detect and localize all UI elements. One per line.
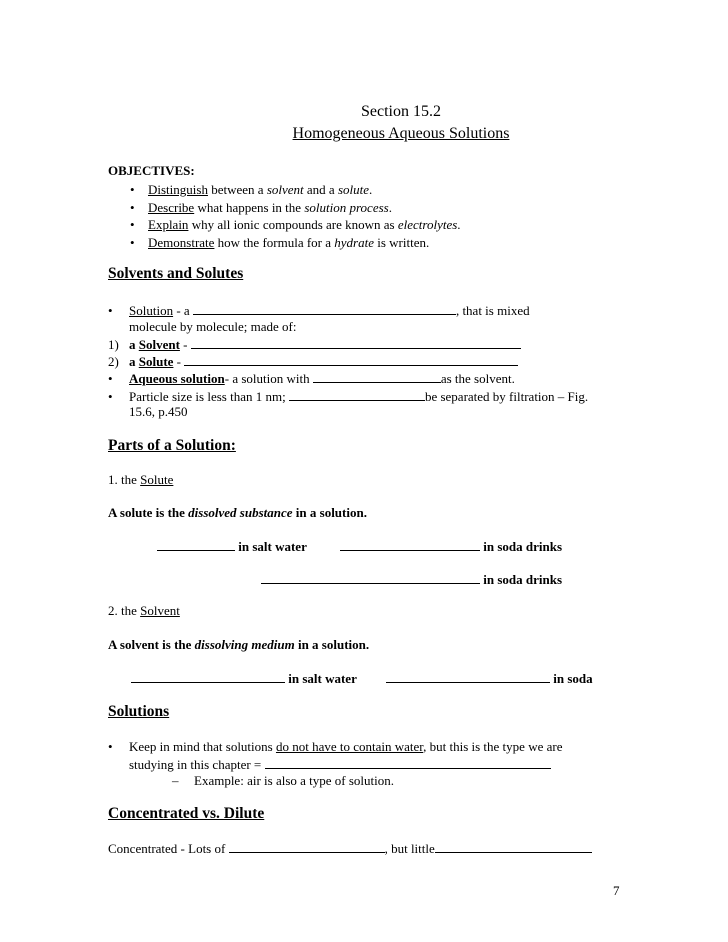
solute-soda-blank-2[interactable] bbox=[261, 571, 480, 584]
particle-size: • Particle size is less than 1 nm; be separated by filtration – Fig. bbox=[108, 389, 589, 404]
solvent-label: 2. the Solvent bbox=[108, 603, 180, 618]
solvent-def: A solvent is the dissolving medium in a solution. bbox=[108, 637, 370, 652]
aqueous-blank[interactable] bbox=[313, 370, 441, 383]
solution-definition-cont: molecule by molecule; made of: bbox=[129, 319, 297, 334]
solvent-definition: 1) a Solvent - bbox=[108, 336, 521, 353]
concentrated-heading: Concentrated vs. Dilute bbox=[108, 805, 265, 822]
solvents-solutes-heading: Solvents and Solutes bbox=[108, 265, 244, 282]
solvent-salt-water: in salt water bbox=[131, 670, 357, 687]
solvent-soda: in soda bbox=[386, 670, 593, 687]
solute-label: 1. the Solute bbox=[108, 472, 174, 487]
concentrated-def: Concentrated - Lots of , but little bbox=[108, 840, 592, 857]
solute-definition: 2) a Solute - bbox=[108, 353, 518, 370]
solution-definition: • Solution - a , that is mixed bbox=[108, 303, 530, 318]
solute-soda: in soda drinks bbox=[340, 538, 562, 555]
aqueous-definition: • Aqueous solution- a solution with as the solvent. bbox=[108, 371, 515, 386]
page-number: 7 bbox=[613, 883, 620, 898]
objective-4: • Demonstrate how the formula for a hydrate is written. bbox=[130, 235, 430, 250]
objective-2: • Describe what happens in the solution process. bbox=[130, 200, 392, 215]
solvent-salt-blank[interactable] bbox=[131, 670, 285, 683]
solutions-note: • Keep in mind that solutions do not have to contain water, but this is the type we are bbox=[108, 739, 563, 754]
parts-heading: Parts of a Solution: bbox=[108, 437, 236, 454]
objectives-heading: OBJECTIVES: bbox=[108, 163, 195, 178]
solutions-heading: Solutions bbox=[108, 703, 170, 720]
particle-blank[interactable] bbox=[289, 388, 425, 401]
solute-salt-water: in salt water bbox=[157, 538, 307, 555]
solutions-example: – Example: air is also a type of solution. bbox=[172, 773, 395, 788]
solute-soda-2: in soda drinks bbox=[261, 571, 562, 588]
particle-size-cont: 15.6, p.450 bbox=[129, 404, 188, 419]
solute-blank[interactable] bbox=[184, 353, 518, 366]
objective-3: • Explain why all ionic compounds are known as electrolytes. bbox=[130, 217, 461, 232]
solvent-soda-blank[interactable] bbox=[386, 670, 550, 683]
solute-salt-blank[interactable] bbox=[157, 538, 235, 551]
concentrated-blank[interactable] bbox=[229, 840, 385, 853]
dilute-blank[interactable] bbox=[435, 840, 592, 853]
objective-1: • Distinguish between a solvent and a solute. bbox=[130, 182, 373, 197]
solute-soda-blank[interactable] bbox=[340, 538, 480, 551]
solute-def: A solute is the dissolved substance in a solution. bbox=[108, 505, 367, 520]
page-title: Homogeneous Aqueous Solutions bbox=[292, 125, 510, 142]
solutions-note-cont: studying in this chapter = bbox=[129, 756, 551, 773]
solvent-blank[interactable] bbox=[191, 336, 521, 349]
solution-blank[interactable] bbox=[193, 302, 456, 315]
chapter-blank[interactable] bbox=[265, 756, 551, 769]
section-number: Section 15.2 bbox=[361, 103, 441, 120]
